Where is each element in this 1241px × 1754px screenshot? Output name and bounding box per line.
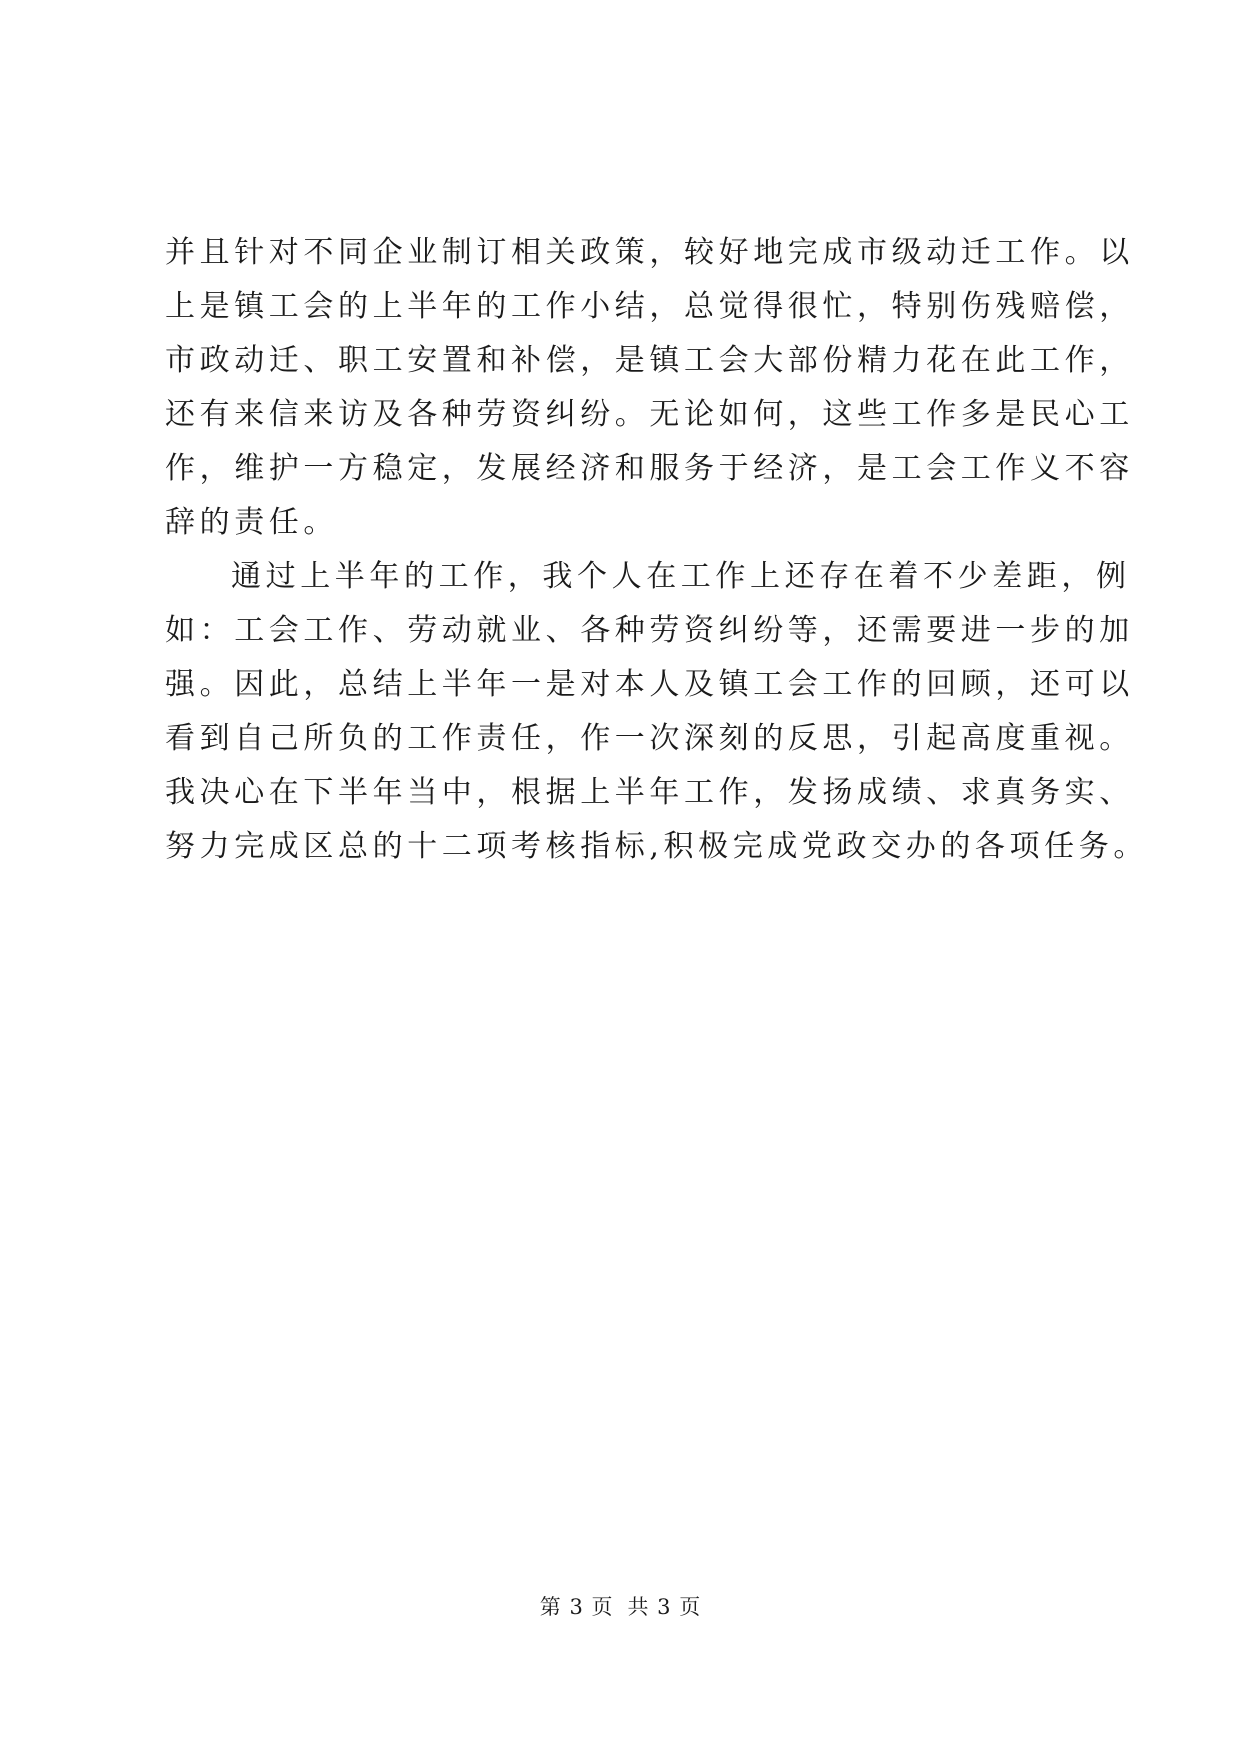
paragraph-2-line-1: 通过上半年的工作，我个人在工作上还存在着不少差距，例 <box>231 559 1131 594</box>
page-footer <box>0 1591 1241 1621</box>
paragraph-1-line-4: 还有来信来访及各种劳资纠纷。无论如何，这些工作多是民心工 <box>165 397 1134 432</box>
paragraph-2-line-4: 看到自己所负的工作责任，作一次深刻的反思，引起高度重视。 <box>165 721 1134 756</box>
paragraph-2-line-6: 努力完成区总的十二项考核指标,积极完成党政交办的各项任务。 <box>165 829 1148 864</box>
paragraph-2-line-3: 强。因此，总结上半年一是对本人及镇工会工作的回顾，还可以 <box>165 667 1134 702</box>
paragraph-1-line-5: 作，维护一方稳定，发展经济和服务于经济，是工会工作义不容 <box>165 451 1134 486</box>
paragraph-2-line-5: 我决心在下半年当中，根据上半年工作，发扬成绩、求真务实、 <box>165 775 1134 810</box>
paragraph-2-line-2: 如：工会工作、劳动就业、各种劳资纠纷等，还需要进一步的加 <box>165 613 1134 648</box>
paragraph-1-line-3: 市政动迁、职工安置和补偿，是镇工会大部份精力花在此工作， <box>165 343 1134 378</box>
page-number: 第 3 页 <box>539 1595 614 1619</box>
paragraph-1-line-1: 并且针对不同企业制订相关政策，较好地完成市级动迁工作。以 <box>165 235 1134 270</box>
page-total: 共 3 页 <box>627 1595 702 1619</box>
document-body <box>165 226 1148 874</box>
paragraph-1-line-2: 上是镇工会的上半年的工作小结，总觉得很忙，特别伤残赔偿， <box>165 289 1134 324</box>
paragraph-1-line-6: 辞的责任。 <box>165 505 338 540</box>
